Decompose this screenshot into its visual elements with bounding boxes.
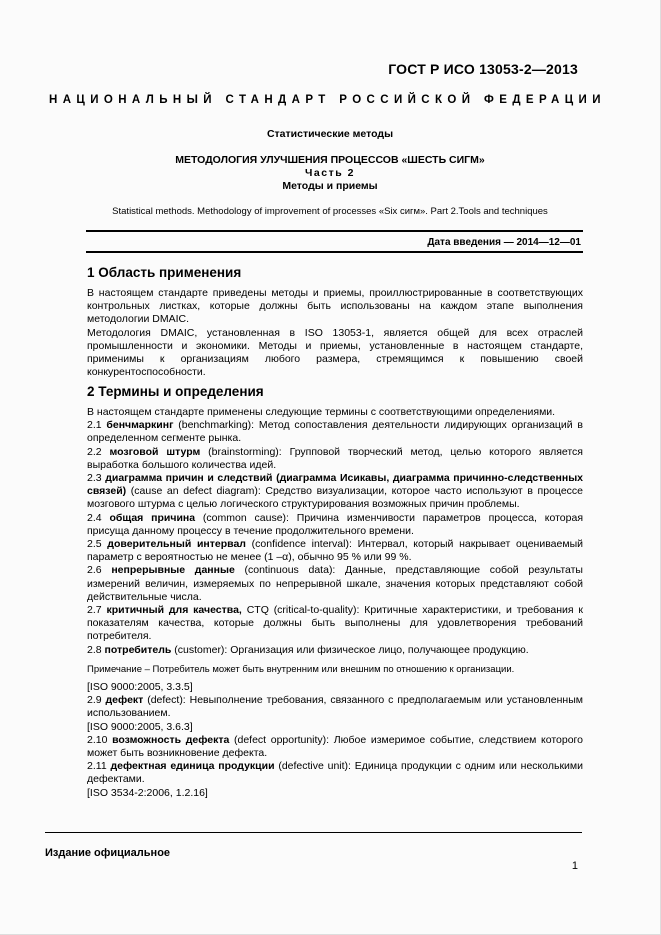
page-number: 1 (571, 860, 578, 872)
term-2-8: 2.8 потребитель (customer): Организация или физическое лицо, получающее продукцию. (87, 643, 529, 656)
date-of-introduction: Дата введения — 2014—12—01 (427, 237, 581, 248)
title-line-1: Статистические методы (266, 128, 394, 140)
term-2-6: 2.6 непрерывные данные (continuous data): Данные, представляющие собой результаты измерений величин, измеряемых по непрерывной шкале, значения которых представляют собой действительные числа. (87, 564, 583, 603)
edition-label: Издание официальное (45, 847, 171, 859)
section-1-paragraph-2: Методология DMAIC, установленная в ISO 13053-1, является общей для всех отраслей промышленности и экономики. Методы и приемы, установленные в настоящем стандарте, применимы к организациям любого размера, стремящимся к повышению своей конкурентоспособности. (87, 326, 583, 379)
reference-1: [ISO 9000:2005, 3.3.5] (87, 681, 193, 694)
term-2-9: 2.9 дефект (defect): Невыполнение требования, связанного с предполагаемым или установленным использованием. (87, 694, 583, 720)
term-2-4: 2.4 общая причина (common cause): Причина изменчивости параметров процесса, которая присуща данному процессу в течение продолжительного времени. (87, 511, 583, 537)
section-1-heading: 1 Область применения (87, 265, 242, 280)
term-2-5: 2.5 доверительный интервал (confidence interval): Интервал, который накрывает оцениваемый параметр с вероятностью не менее (1 –α), обычно 95 % или 99 %. (87, 538, 583, 564)
national-standard-banner: НАЦИОНАЛЬНЫЙ СТАНДАРТ РОССИЙСКОЙ ФЕДЕРАЦИИ (49, 94, 606, 106)
term-2-2: 2.2 мозговой штурм (brainstorming): Групповой творческий метод, целью которого является выработка большого количества идей. (87, 445, 583, 471)
reference-2: [ISO 9000:2005, 3.6.3] (87, 720, 193, 733)
standard-number: ГОСТ Р ИСО 13053-2—2013 (388, 61, 578, 77)
title-english: Statistical methods. Methodology of improvement of processes «Six сигм». Part 2.Tools and techniques (112, 206, 548, 217)
reference-3: [ISO 3534-2:2006, 1.2.16] (87, 786, 208, 799)
term-2-11: 2.11 дефектная единица продукции (defective unit): Единица продукции с одним или несколькими дефектами. (87, 760, 584, 786)
note: Примечание – Потребитель может быть внутренним или внешним по отношению к организации. (87, 663, 515, 675)
section-2-body (87, 406, 583, 800)
date-divider (86, 251, 583, 253)
term-2-10: 2.10 возможность дефекта (defect opportunity): Любое измеримое событие, следствием которого может быть возникновение дефекта. (87, 733, 583, 760)
top-divider (86, 230, 583, 232)
section-1-body (87, 287, 583, 379)
section-1-paragraph-1: В настоящем стандарте приведены методы и приемы, проиллюстрированные в соответствующих контрольных листках, которые должны быть использованы на каждом этапе выполнения методологии DMAIC. (87, 287, 583, 326)
term-2-7: 2.7 критичный для качества, CTQ (critical-to-quality): Критичные характеристики, и требования к показателям качества, которые должны быть выполнены для удовлетворения требований потребителя. (87, 604, 583, 643)
term-2-3: 2.3 диаграмма причин и следствий (диаграмма Исикавы, диаграмма причинно-следственных связей) (cause an defect diagram): Средство визуализации, которое часто используют в процессе мозгового штурма с целью логического структурирования возможных причин проблемы. (87, 472, 583, 511)
title-line-2: МЕТОДОЛОГИЯ УЛУЧШЕНИЯ ПРОЦЕССОВ «ШЕСТЬ СИГМ» (175, 154, 485, 166)
title-line-4: Методы и приемы (282, 180, 378, 192)
section-2-heading: 2 Термины и определения (87, 384, 264, 399)
section-2-intro: В настоящем стандарте применены следующие термины с соответствующими определениями. (87, 406, 556, 418)
term-2-1: 2.1 бенчмаркинг (benchmarking): Метод сопоставления деятельности лидирующих организаций в определенном сегменте рынка. (87, 419, 583, 445)
title-part: Часть 2 (305, 167, 355, 179)
footer-divider (45, 832, 582, 833)
